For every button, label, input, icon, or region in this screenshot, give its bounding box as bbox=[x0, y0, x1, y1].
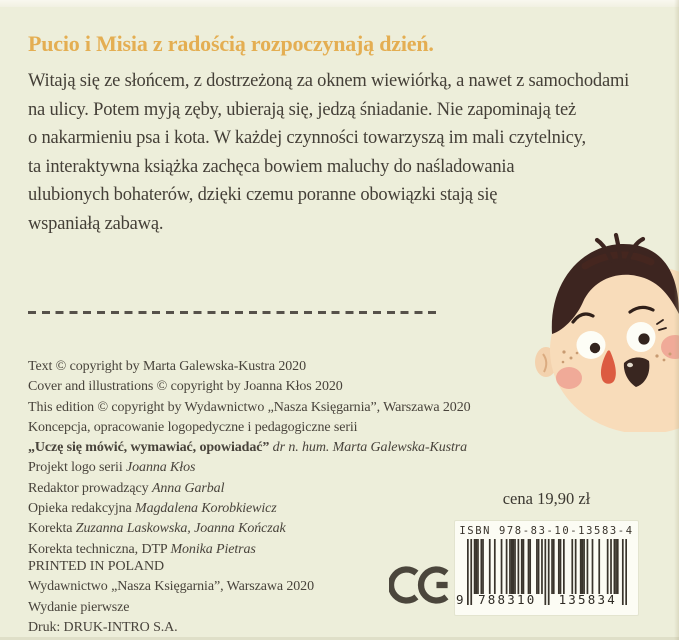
text-line: ta interaktywna książka zachęca bowiem maluchy do naśladowania bbox=[28, 156, 515, 177]
dashed-divider bbox=[28, 311, 438, 314]
text-line: Druk: DRUK-INTRO S.A. bbox=[28, 619, 178, 635]
text-line: Korekta Zuzanna Laskowska, Joanna Kończak bbox=[28, 521, 286, 537]
text-line: Cover and illustrations © copyright by Joanna Kłos 2020 bbox=[28, 379, 343, 395]
text-line: ulubionych bohaterów, dzięki czemu poranne obowiązki stają się bbox=[28, 185, 498, 206]
ce-mark-icon bbox=[389, 563, 451, 607]
credits-block bbox=[28, 357, 471, 560]
scan-edge-top bbox=[0, 0, 679, 7]
blurb-title: Pucio i Misia z radością rozpoczynają dzień. bbox=[28, 31, 434, 56]
text-line: Wydanie pierwsze bbox=[28, 599, 130, 615]
boy-face-illustration bbox=[533, 232, 679, 432]
tooth bbox=[627, 363, 633, 367]
text-line: This edition © copyright by Wydawnictwo „Nasza Księgarnia”, Warszawa 2020 bbox=[28, 399, 471, 415]
cheek-left bbox=[556, 367, 582, 389]
price-label: cena 19,90 zł bbox=[502, 489, 591, 508]
barcode-digit-group-right: 135834 bbox=[558, 592, 617, 607]
pupil-left bbox=[590, 343, 600, 353]
text-line: „Uczę się mówić, wymawiać, opowiadać” dr n. hum. Marta Galewska-Kustra bbox=[28, 440, 468, 456]
blurb-text bbox=[28, 67, 629, 239]
barcode-digits bbox=[456, 592, 628, 607]
text-line: o nakarmieniu psa i kota. W każdej czynności towarzyszą im mali czytelnicy, bbox=[28, 128, 586, 149]
text-line: Redaktor prowadzący Anna Garbal bbox=[28, 480, 225, 496]
text-line: Projekt logo serii Joanna Kłos bbox=[28, 460, 196, 476]
text-line: Koncepcja, opracowanie logopedyczne i pedagogiczne serii bbox=[28, 419, 358, 435]
text-line: Witają się ze słońcem, z dostrzeżoną za oknem wiewiórką, a nawet z samochodami bbox=[28, 71, 630, 91]
text-line: Korekta techniczna, DTP Monika Pietras bbox=[28, 541, 256, 557]
text-line: Opieka redakcyjna Magdalena Korobkiewicz bbox=[28, 501, 277, 517]
barcode-digit-group-left: 788310 bbox=[478, 592, 537, 607]
text-line: wspaniałą zabawą. bbox=[28, 213, 164, 234]
text-line: PRINTED IN POLAND bbox=[28, 559, 164, 574]
pupil-right bbox=[638, 333, 649, 344]
barcode-digit-leading: 9 bbox=[456, 592, 464, 607]
isbn-label: ISBN 978-83-10-13583-4 bbox=[459, 525, 634, 537]
scan-edge-right bbox=[674, 0, 679, 640]
barcode bbox=[455, 521, 638, 615]
text-line: Wydawnictwo „Nasza Księgarnia”, Warszawa 2020 bbox=[28, 579, 314, 595]
imprint-block bbox=[28, 557, 314, 638]
text-line: Text © copyright by Marta Galewska-Kustra 2020 bbox=[28, 359, 306, 374]
text-line: na ulicy. Potem myją zęby, ubierają się, jedzą śniadanie. Nie zapominają też bbox=[28, 99, 576, 120]
